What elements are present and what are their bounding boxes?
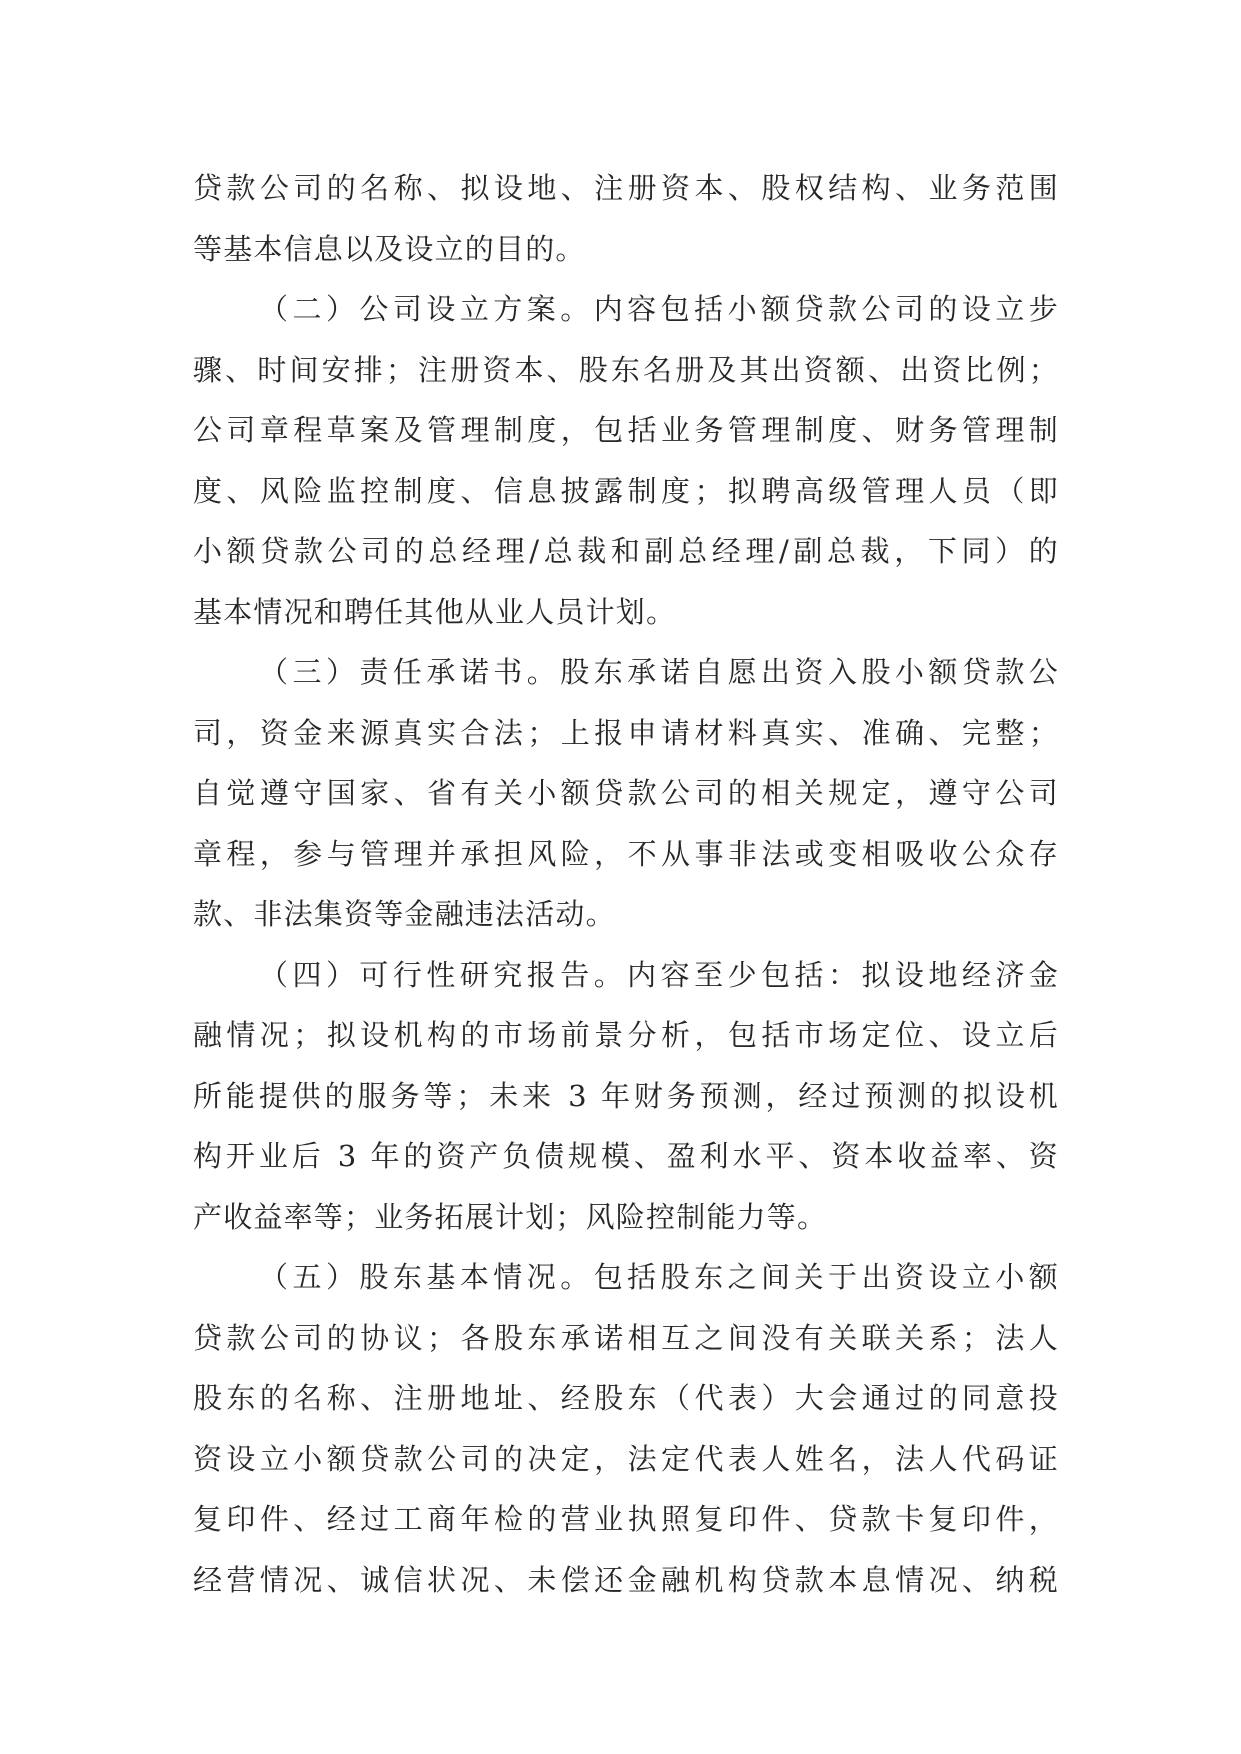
text-line-24: 经营情况、诚信状况、未偿还金融机构贷款本息情况、纳税 bbox=[193, 1562, 1059, 1597]
text-line-16: 所能提供的服务等；未来 3 年财务预测，经过预测的拟设机 bbox=[193, 1078, 1059, 1113]
text-line-12: 章程，参与管理并承担风险，不从事非法或变相吸收公众存 bbox=[193, 836, 1059, 871]
text-line-2: 等基本信息以及设立的目的。 bbox=[193, 231, 586, 266]
text-line-13: 款、非法集资等金融违法活动。 bbox=[193, 897, 616, 931]
text-line-15: 融情况；拟设机构的市场前景分析，包括市场定位、设立后 bbox=[193, 1018, 1059, 1052]
text-line-8: 基本情况和聘任其他从业人员计划。 bbox=[193, 594, 677, 629]
text-line-1: 贷款公司的名称、拟设地、注册资本、股权结构、业务范围 bbox=[193, 171, 1059, 205]
text-line-5: 公司章程草案及管理制度，包括业务管理制度、财务管理制 bbox=[193, 413, 1059, 447]
text-line-4: 骤、时间安排；注册资本、股东名册及其出资额、出资比例； bbox=[193, 352, 1059, 387]
text-line-20: 贷款公司的协议；各股东承诺相互之间没有关联关系；法人 bbox=[193, 1320, 1059, 1355]
text-line-10: 司，资金来源真实合法；上报申请材料真实、准确、完整； bbox=[193, 715, 1059, 750]
text-line-9: （三）责任承诺书。股东承诺自愿出资入股小额贷款公 bbox=[259, 655, 1059, 689]
text-line-19: （五）股东基本情况。包括股东之间关于出资设立小额 bbox=[259, 1260, 1059, 1294]
text-line-7: 小额贷款公司的总经理/总裁和副总经理/副总裁，下同）的 bbox=[193, 534, 1059, 568]
text-line-11: 自觉遵守国家、省有关小额贷款公司的相关规定，遵守公司 bbox=[193, 776, 1059, 810]
text-line-17: 构开业后 3 年的资产负债规模、盈利水平、资本收益率、资 bbox=[193, 1139, 1059, 1173]
text-line-3: （二）公司设立方案。内容包括小额贷款公司的设立步 bbox=[259, 292, 1059, 326]
text-line-6: 度、风险监控制度、信息披露制度；拟聘高级管理人员（即 bbox=[193, 473, 1059, 508]
document-body bbox=[193, 158, 1059, 1610]
text-line-21: 股东的名称、注册地址、经股东（代表）大会通过的同意投 bbox=[193, 1381, 1059, 1415]
text-line-18: 产收益率等；业务拓展计划；风险控制能力等。 bbox=[193, 1199, 828, 1234]
text-line-14: （四）可行性研究报告。内容至少包括：拟设地经济金 bbox=[259, 957, 1059, 992]
text-line-23: 复印件、经过工商年检的营业执照复印件、贷款卡复印件， bbox=[193, 1502, 1059, 1536]
text-line-22: 资设立小额贷款公司的决定，法定代表人姓名，法人代码证 bbox=[193, 1441, 1059, 1476]
